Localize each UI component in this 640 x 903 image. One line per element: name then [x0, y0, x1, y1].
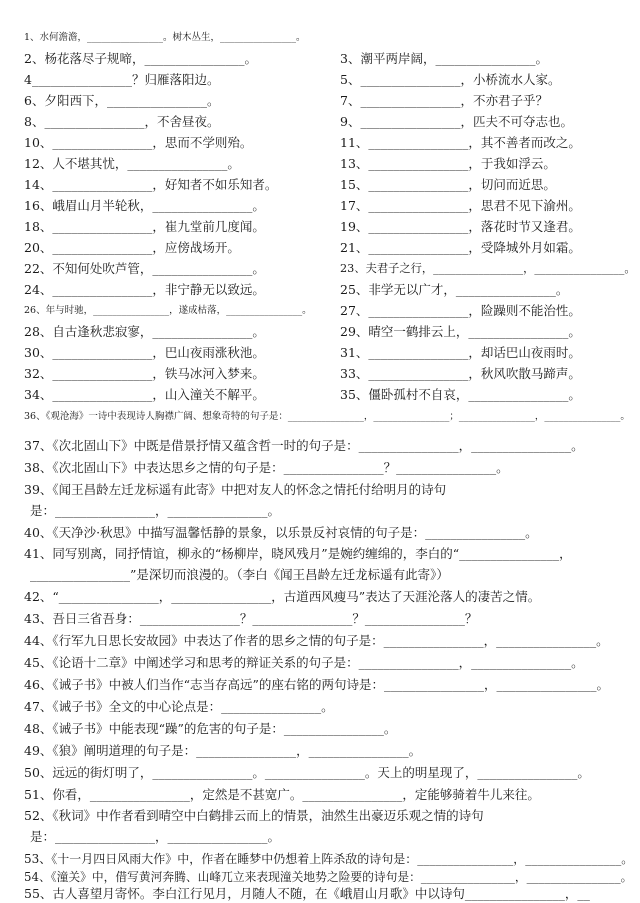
question-right: 5、________________，小桥流水人家。 — [340, 72, 561, 87]
worksheet-row — [0, 436, 640, 456]
worksheet-row — [0, 385, 640, 405]
worksheet-row — [0, 301, 640, 321]
question-right: 17、________________，思君不见下渝州。 — [340, 198, 581, 213]
question-right: 15、________________，切问而近思。 — [340, 177, 556, 192]
worksheet-row — [0, 653, 640, 673]
worksheet-row — [0, 133, 640, 153]
question-left: 10、________________，思而不学则殆。 — [24, 135, 253, 150]
worksheet-row — [0, 849, 640, 869]
worksheet-row — [0, 719, 640, 739]
question-left: 22、不知何处吹芦管，________________。 — [24, 261, 265, 276]
question-left: 16、峨眉山月半轮秋，________________。 — [24, 198, 265, 213]
worksheet-row — [0, 806, 640, 826]
worksheet-row — [0, 741, 640, 761]
question-right: 13、________________，于我如浮云。 — [340, 156, 556, 171]
worksheet-row — [0, 480, 640, 500]
question-right: 19、________________，落花时节又逢君。 — [340, 219, 581, 234]
question-continuation: ________________”是深切而浪漫的。（李白《闻王昌龄左迁龙标遥有此寄》） — [30, 567, 449, 582]
worksheet-row — [0, 112, 640, 132]
worksheet-row — [0, 501, 640, 521]
worksheet-row — [0, 322, 640, 342]
question-item: 51、你看，________________，定然是不甚宽广。________________，定能够骑着牛儿来往。 — [24, 787, 540, 802]
worksheet-row — [0, 609, 640, 629]
worksheet-row — [0, 544, 640, 564]
question-left: 8、________________，不舍昼夜。 — [24, 114, 220, 129]
worksheet-row — [0, 49, 640, 69]
question-item: 37、《次北固山下》中既是借景抒情又蕴含哲一时的句子是：________________，________________。 — [24, 438, 584, 453]
question-right: 27、________________，险躁则不能治性。 — [340, 303, 581, 318]
worksheet-row — [0, 631, 640, 651]
question-right: 9、________________，匹夫不可夺志也。 — [340, 114, 573, 129]
question-left: 1、水何澹澹，________________。树木丛生，________________。 — [24, 32, 306, 43]
question-item: 49、《狼》阐明道理的句子是：________________，________________。 — [24, 743, 422, 758]
worksheet-row — [0, 458, 640, 478]
question-item: 36、《观沧海》一诗中表现诗人胸襟广阔、想象奇特的句子是：________________，________________；________________，________________。 — [24, 411, 630, 422]
worksheet-row — [0, 565, 640, 585]
worksheet-row — [0, 28, 640, 48]
question-item: 44、《行军九日思长安故园》中表达了作者的思乡之情的句子是：________________，________________。 — [24, 633, 609, 648]
question-right: 25、非学无以广才，________________。 — [340, 282, 569, 297]
question-right: 21、________________，受降城外月如霜。 — [340, 240, 581, 255]
worksheet-row — [0, 885, 640, 903]
worksheet-row — [0, 196, 640, 216]
worksheet-row — [0, 675, 640, 695]
question-left: 24、________________，非宁静无以致远。 — [24, 282, 265, 297]
question-item: 38、《次北固山下》中表达思乡之情的句子是：________________？________________。 — [24, 460, 509, 475]
question-left: 30、________________，巴山夜雨涨秋池。 — [24, 345, 265, 360]
question-left: 2、杨花落尽子规啼，________________。 — [24, 51, 257, 66]
question-item: 47、《诫子书》全文的中心论点是：________________。 — [24, 699, 334, 714]
worksheet-row — [0, 364, 640, 384]
question-item: 40、《天净沙·秋思》中描写温馨恬静的景象，以乐景反衬哀情的句子是：________________。 — [24, 525, 538, 540]
question-right: 11、________________，其不善者而改之。 — [340, 135, 581, 150]
question-item: 52、《秋词》中作者看到晴空中白鹤排云而上的情景，油然生出豪迈乐观之情的诗句 — [24, 808, 484, 823]
worksheet-row — [0, 154, 640, 174]
question-left: 34、________________，山入潼关不解平。 — [24, 387, 265, 402]
worksheet-row — [0, 763, 640, 783]
worksheet-row — [0, 827, 640, 847]
question-left: 20、________________，应傍战场开。 — [24, 240, 240, 255]
question-right: 7、________________，不亦君子乎？ — [340, 93, 548, 108]
question-continuation: 是：________________，________________。 — [30, 503, 281, 518]
worksheet-row — [0, 523, 640, 543]
question-left: 14、________________，好知者不如乐知者。 — [24, 177, 278, 192]
worksheet-row — [0, 407, 640, 427]
worksheet-row — [0, 587, 640, 607]
question-right: 3、潮平两岸阔，________________。 — [340, 51, 548, 66]
worksheet-row — [0, 785, 640, 805]
question-right: 33、________________，秋风吹散马蹄声。 — [340, 366, 581, 381]
question-item: 50、远远的街灯明了，________________。________________。天上的明星现了，________________。 — [24, 765, 590, 780]
question-item: 46、《诫子书》中被人们当作“志当存高远”的座右铭的两句诗是：________________，________________。 — [24, 677, 609, 692]
question-item: 39、《闻王昌龄左迁龙标遥有此寄》中把对友人的怀念之情托付给明月的诗句 — [24, 482, 447, 497]
question-right: 23、夫君子之行，________________，________________。 — [340, 262, 636, 275]
question-left: 6、夕阳西下，________________。 — [24, 93, 220, 108]
question-item: 41、同写别离，同抒情谊，柳永的“杨柳岸，晓风残月”是婉约缠绵的，李白的“________________， — [24, 546, 572, 561]
worksheet-row — [0, 280, 640, 300]
question-left: 28、自古逢秋悲寂寥，________________。 — [24, 324, 265, 339]
question-left: 26、年与时驰，________________，遂成枯落，________________。 — [24, 305, 312, 316]
question-continuation: 是：________________，________________。 — [30, 829, 281, 844]
worksheet-row — [0, 238, 640, 258]
question-left: 12、人不堪其忧，________________。 — [24, 156, 240, 171]
worksheet-row — [0, 70, 640, 90]
question-item: 53、《十一月四日风雨大作》中，作者在睡梦中仍想着上阵杀敌的诗句是：________________，________________。 — [24, 852, 634, 866]
worksheet-row — [0, 91, 640, 111]
worksheet-row — [0, 867, 640, 887]
worksheet-row — [0, 259, 640, 279]
question-item: 45、《论语十二章》中阐述学习和思考的辩证关系的句子是：________________，________________。 — [24, 655, 584, 670]
question-item: 55、古人喜望月寄怀。李白江行见月，月随人不随，在《峨眉山月歌》中以诗句________________，__ — [24, 886, 590, 901]
question-left: 4________________？归雁落阳边。 — [24, 72, 220, 87]
worksheet-row — [0, 697, 640, 717]
question-item: 54、《潼关》中，借写黄河奔腾、山峰兀立来表现潼关地势之险要的诗句是：________________，________________。 — [24, 870, 633, 884]
question-item: 42、“________________，________________，古道西风瘦马”表达了天涯沦落人的凄苦之情。 — [24, 589, 541, 604]
question-item: 43、吾日三省吾身：________________？________________？________________？ — [24, 611, 478, 626]
worksheet-row — [0, 343, 640, 363]
worksheet-row — [0, 175, 640, 195]
question-right: 29、晴空一鹤排云上，________________。 — [340, 324, 581, 339]
question-right: 35、僵卧孤村不自哀，________________。 — [340, 387, 581, 402]
question-item: 48、《诫子书》中能表现“躁”的危害的句子是：________________。 — [24, 721, 397, 736]
worksheet-row — [0, 217, 640, 237]
question-left: 32、________________，铁马冰河入梦来。 — [24, 366, 265, 381]
question-left: 18、________________，崔九堂前几度闻。 — [24, 219, 265, 234]
question-right: 31、________________，却话巴山夜雨时。 — [340, 345, 581, 360]
